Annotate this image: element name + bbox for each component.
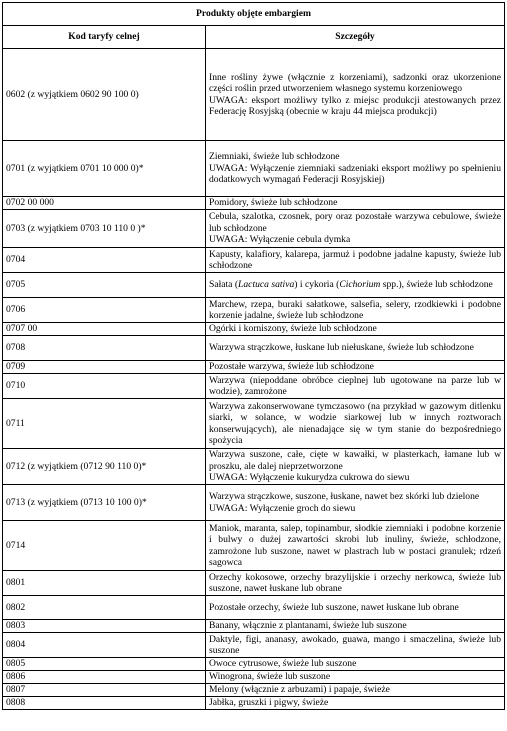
details-cell xyxy=(206,323,505,336)
details-text: Maniok, maranta, salep, topinambur, słodkie ziemniaki i podobne korzenie i bulwy o dużej zawartości skrobi lub inuliny, świeże, schłodzone, zamrożone lub suszone, nawet w plastrach lub w postaci granulek; rdzeń sagowca xyxy=(209,522,501,568)
details-note: UWAGA: Wyłączenie kukurydza cukrowa do siewu xyxy=(209,472,410,484)
table-row xyxy=(3,399,505,449)
details-cell xyxy=(206,273,505,298)
table-row xyxy=(3,671,505,684)
tariff-code-cell: 0803 xyxy=(3,620,206,633)
details-cell xyxy=(206,671,505,684)
tariff-code-cell: 0702 00 000 xyxy=(3,197,206,210)
details-cell xyxy=(206,596,505,620)
details-text: Pozostałe orzechy, świeże lub suszone, nawet łuskane lub obrane xyxy=(209,601,459,613)
details-cell xyxy=(206,521,505,571)
tariff-code-cell: 0704 xyxy=(3,248,206,273)
table-row xyxy=(3,449,505,485)
table-row xyxy=(3,323,505,336)
tariff-code-cell: 0711 xyxy=(3,399,206,449)
table-row xyxy=(3,521,505,571)
details-cell xyxy=(206,571,505,596)
details-cell xyxy=(206,141,505,197)
latin-name: Cichorium xyxy=(339,279,381,291)
details-cell xyxy=(206,49,505,141)
tariff-code-cell: 0706 xyxy=(3,298,206,323)
details-text: Winogrona, świeże lub suszone xyxy=(209,671,331,683)
table-row xyxy=(3,336,505,361)
details-cell xyxy=(206,449,505,485)
details-text: Owoce cytrusowe, świeże lub suszone xyxy=(209,658,357,670)
tariff-code-cell: 0714 xyxy=(3,521,206,571)
tariff-code-cell: 0701 (z wyjątkiem 0701 10 000 0)* xyxy=(3,141,206,197)
title-row xyxy=(3,3,505,26)
table-row xyxy=(3,620,505,633)
details-text: Orzechy kokosowe, orzechy brazylijskie i orzechy nerkowca, świeże lub suszone, nawet łuskane lub obrane xyxy=(209,571,501,594)
details-text: Warzywa (niepoddane obróbce cieplnej lub ugotowane na parze lub w wodzie), zamrożone xyxy=(209,374,501,397)
details-text: Inne rośliny żywe (włącznie z korzeniami), sadzonki oraz ukorzenione części roślin przed utworzeniem własnego systemu korzeniowego xyxy=(209,71,501,95)
details-note: UWAGA: Wyłączenie groch do siewu xyxy=(209,502,356,514)
tariff-code-cell: 0801 xyxy=(3,571,206,596)
table-row xyxy=(3,485,505,521)
header-row xyxy=(3,26,505,49)
tariff-code-cell: 0806 xyxy=(3,671,206,684)
table-row xyxy=(3,633,505,658)
details-text: Jabłka, gruszki i pigwy, świeże xyxy=(209,697,329,709)
column-header-code: Kod taryfy celnej xyxy=(3,26,206,49)
details-cell xyxy=(206,210,505,248)
details-text: Banany, włącznie z plantanami, świeże lub suszone xyxy=(209,620,407,632)
details-note: UWAGA: Wyłączenie cebula dymka xyxy=(209,234,351,246)
details-text: Ogórki i korniszony, świeże lub schłodzone xyxy=(209,323,377,335)
table-row xyxy=(3,141,505,197)
tariff-code-cell: 0703 (z wyjątkiem 0703 10 110 0 )* xyxy=(3,210,206,248)
details-cell xyxy=(206,197,505,210)
tariff-code-cell: 0705 xyxy=(3,273,206,298)
details-text: Warzywa strączkowe, suszone, łuskane, nawet bez skórki lub dzielone xyxy=(209,491,480,503)
tariff-code-cell: 0712 (z wyjątkiem (0712 90 110 0)* xyxy=(3,449,206,485)
table-row xyxy=(3,658,505,671)
details-cell xyxy=(206,298,505,323)
details-note: UWAGA: Wyłączenie ziemniaki sadzeniaki eksport możliwy po spełnieniu dodatkowych wymagań Federacji Rosyjskiej) xyxy=(209,162,501,186)
table-row xyxy=(3,197,505,210)
table-row xyxy=(3,210,505,248)
details-text: Marchew, rzepa, buraki sałatkowe, salsefia, selery, rzodkiewki i podobne korzenie jadalne, świeże lub schłodzone xyxy=(209,298,501,321)
details-text: Pozostałe warzywa, świeże lub schłodzone xyxy=(209,361,374,373)
table-row xyxy=(3,571,505,596)
table-row xyxy=(3,361,505,374)
details-cell xyxy=(206,485,505,521)
details-cell xyxy=(206,697,505,710)
table-row xyxy=(3,684,505,697)
tariff-code-cell: 0710 xyxy=(3,374,206,399)
column-header-details: Szczegóły xyxy=(206,26,505,49)
tariff-code-cell: 0713 (z wyjątkiem (0713 10 100 0)* xyxy=(3,485,206,521)
details-text: Melony (włącznie z arbuzami) i papaje, świeże xyxy=(209,684,390,696)
details-text: Warzywa strączkowe, łuskane lub niełuskane, świeże lub schłodzone xyxy=(209,342,474,354)
embargo-table xyxy=(2,2,505,710)
details-text: Sałata ( xyxy=(209,279,239,291)
details-text: Warzywa zakonserwowane tymczasowo (na przykład w gazowym ditlenku siarki, w solance, w wodzie siarkowej lub w innych roztworach konserwujących), ale nienadające się w tym stanie do bezpośredniego spożycia xyxy=(209,400,501,446)
details-cell xyxy=(206,684,505,697)
table-row xyxy=(3,596,505,620)
details-text: Pomidory, świeże lub schłodzone xyxy=(209,197,338,209)
details-text: Cebula, szalotka, czosnek, pory oraz pozostałe warzywa cebulowe, świeże lub schłodzone xyxy=(209,211,501,234)
details-cell xyxy=(206,620,505,633)
details-cell xyxy=(206,336,505,361)
details-text: Ziemniaki, świeże lub schłodzone xyxy=(209,151,340,163)
details-note: UWAGA: eksport możliwy tylko z miejsc produkcji atestowanych przez Federację Rosyjską (obecnie w kraju 44 miejsca produkcji) xyxy=(209,94,501,117)
tariff-code-cell: 0807 xyxy=(3,684,206,697)
table-row xyxy=(3,49,505,141)
embargo-document xyxy=(2,2,504,710)
table-title: Produkty objęte embargiem xyxy=(3,3,505,26)
tariff-code-cell: 0709 xyxy=(3,361,206,374)
tariff-code-cell: 0804 xyxy=(3,633,206,658)
details-cell xyxy=(206,374,505,399)
details-text: spp.), świeże lub schłodzone xyxy=(380,279,493,291)
details-cell xyxy=(206,399,505,449)
tariff-code-cell: 0707 00 xyxy=(3,323,206,336)
tariff-code-cell: 0808 xyxy=(3,697,206,710)
details-cell xyxy=(206,658,505,671)
tariff-code-cell: 0708 xyxy=(3,336,206,361)
tariff-code-cell: 0802 xyxy=(3,596,206,620)
table-row xyxy=(3,273,505,298)
table-row xyxy=(3,298,505,323)
latin-name: Lactuca sativa xyxy=(238,279,295,291)
details-text: Kapusty, kalafiory, kalarepa, jarmuż i podobne jadalne kapusty, świeże lub schłodzone xyxy=(209,248,501,271)
table-row xyxy=(3,697,505,710)
tariff-code-cell: 0602 (z wyjątkiem 0602 90 100 0) xyxy=(3,49,206,141)
details-cell xyxy=(206,248,505,273)
table-row xyxy=(3,374,505,399)
details-cell xyxy=(206,361,505,374)
details-cell xyxy=(206,633,505,658)
details-text: ) i cykoria ( xyxy=(294,279,340,291)
details-text: Daktyle, figi, ananasy, awokado, guawa, mango i smaczelina, świeże lub suszone xyxy=(209,633,501,656)
table-row xyxy=(3,248,505,273)
details-text: Warzywa suszone, całe, cięte w kawałki, w plasterkach, łamane lub w proszku, ale dalej nieprzetworzone xyxy=(209,449,501,472)
tariff-code-cell: 0805 xyxy=(3,658,206,671)
